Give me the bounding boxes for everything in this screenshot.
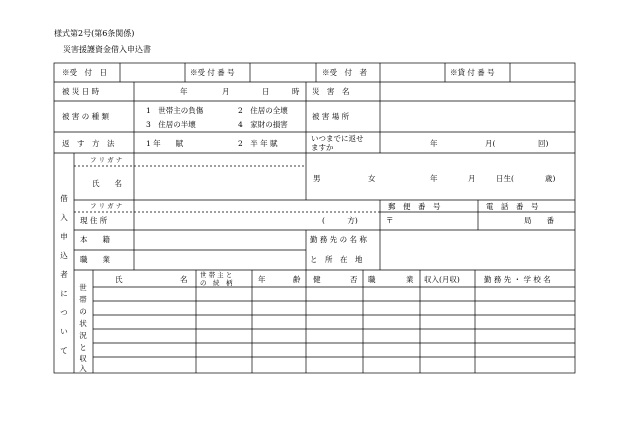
damage-type-label: 被 害 の 種 類 — [62, 112, 110, 121]
birth-age: 歳) — [545, 174, 556, 183]
address-label: 現 住 所 — [80, 216, 108, 225]
disaster-month: 月 — [222, 87, 230, 96]
phone-office: 局 番 — [524, 216, 554, 225]
col-job-left: 職 — [368, 275, 376, 284]
damage-type-2: 2 住居の全壊 — [238, 106, 288, 115]
col-name-left: 氏 — [115, 275, 123, 284]
repay-until-count: 回) — [538, 139, 549, 148]
household-vertical-7: 収 — [79, 354, 87, 363]
damage-type-3: 3 住居の半壊 — [146, 120, 196, 129]
applicant-vertical-9: て — [60, 346, 68, 355]
repay-until-year: 年 — [430, 139, 438, 148]
phone-number-label: 電 話 番 号 — [486, 202, 539, 211]
applicant-vertical-3: 申 — [60, 232, 68, 241]
col-relation-1: 世 帯 主 と — [200, 271, 233, 279]
received-number-label: ※受 付 番 号 — [190, 68, 235, 77]
applicant-vertical-7: つ — [60, 308, 68, 317]
disaster-date-label: 被 災 日 時 — [62, 87, 100, 96]
household-vertical-1: 世 — [79, 283, 87, 292]
repay-method-label: 返 す 方 法 — [62, 139, 115, 148]
loan-number-label: ※貸 付 番 号 — [450, 68, 495, 77]
col-health-right: 否 — [350, 275, 358, 284]
repay-until-month: 月( — [485, 139, 496, 148]
received-date-label: ※受 付 日 — [62, 68, 107, 77]
disaster-hour: 時 — [292, 87, 300, 96]
applicant-vertical-2: 入 — [60, 213, 68, 222]
applicant-vertical-4: 込 — [60, 251, 68, 260]
postal-code-label: 郵 便 番 号 — [388, 202, 441, 211]
col-relation-2: の 続 柄 — [200, 279, 233, 287]
receiver-label: ※受 付 者 — [322, 68, 367, 77]
household-vertical-3: の — [79, 307, 87, 316]
col-health-left: 健 — [313, 275, 321, 284]
col-job-right: 業 — [406, 275, 414, 284]
postal-mark: 〒 — [386, 216, 394, 225]
damage-place-label: 被 害 場 所 — [312, 112, 350, 121]
applicant-vertical-6: に — [60, 289, 68, 298]
disaster-year: 年 — [180, 87, 188, 96]
household-vertical-8: 入 — [79, 364, 87, 373]
damage-type-4: 4 家財の損害 — [238, 120, 288, 129]
birth-year: 年 — [430, 174, 438, 183]
repay-method-2: 2 半 年 賦 — [238, 139, 278, 148]
address-paren: ( 方) — [322, 216, 358, 225]
household-vertical-2: 帯 — [79, 295, 87, 304]
sex-female: 女 — [368, 174, 376, 183]
sex-male: 男 — [313, 174, 321, 183]
household-vertical-4: 状 — [79, 319, 87, 328]
damage-type-1: 1 世帯主の負傷 — [146, 106, 204, 115]
col-age-left: 年 — [258, 275, 266, 284]
birth-day: 日生( — [496, 174, 514, 183]
honseki-label: 本 籍 — [80, 235, 110, 244]
disaster-day: 日 — [262, 87, 270, 96]
col-age-right: 齢 — [293, 275, 301, 284]
workplace-name-label: 勤 務 先 の 名 称 — [310, 235, 367, 244]
disaster-name-label: 災 害 名 — [312, 87, 350, 96]
form-number: 様式第2号(第6条関係) — [54, 29, 135, 38]
applicant-vertical-1: 借 — [60, 194, 68, 203]
col-name-right: 名 — [180, 275, 188, 284]
occupation-label: 職 業 — [80, 255, 110, 264]
birth-month: 月 — [468, 174, 476, 183]
form-title: 災害援護資金借入申込書 — [63, 45, 151, 54]
repay-method-1: 1 年 賦 — [146, 139, 184, 148]
furigana2-label: フ リ ガ ナ — [90, 202, 123, 210]
name-label: 氏 名 — [92, 179, 122, 188]
col-income: 収入(月収) — [424, 275, 460, 284]
household-vertical-6: と — [79, 343, 87, 352]
repay-until-label-2: ますか — [311, 143, 334, 152]
household-vertical-5: 況 — [79, 331, 87, 340]
furigana-label: フ リ ガ ナ — [90, 156, 123, 164]
workplace-address-label: と 所 在 地 — [310, 255, 363, 264]
applicant-vertical-5: 者 — [60, 270, 68, 279]
applicant-vertical-8: い — [60, 327, 68, 336]
col-school: 勤 務 先 ・ 学 校 名 — [484, 275, 551, 284]
repay-until-label-1: いつまでに返せ — [311, 134, 364, 143]
